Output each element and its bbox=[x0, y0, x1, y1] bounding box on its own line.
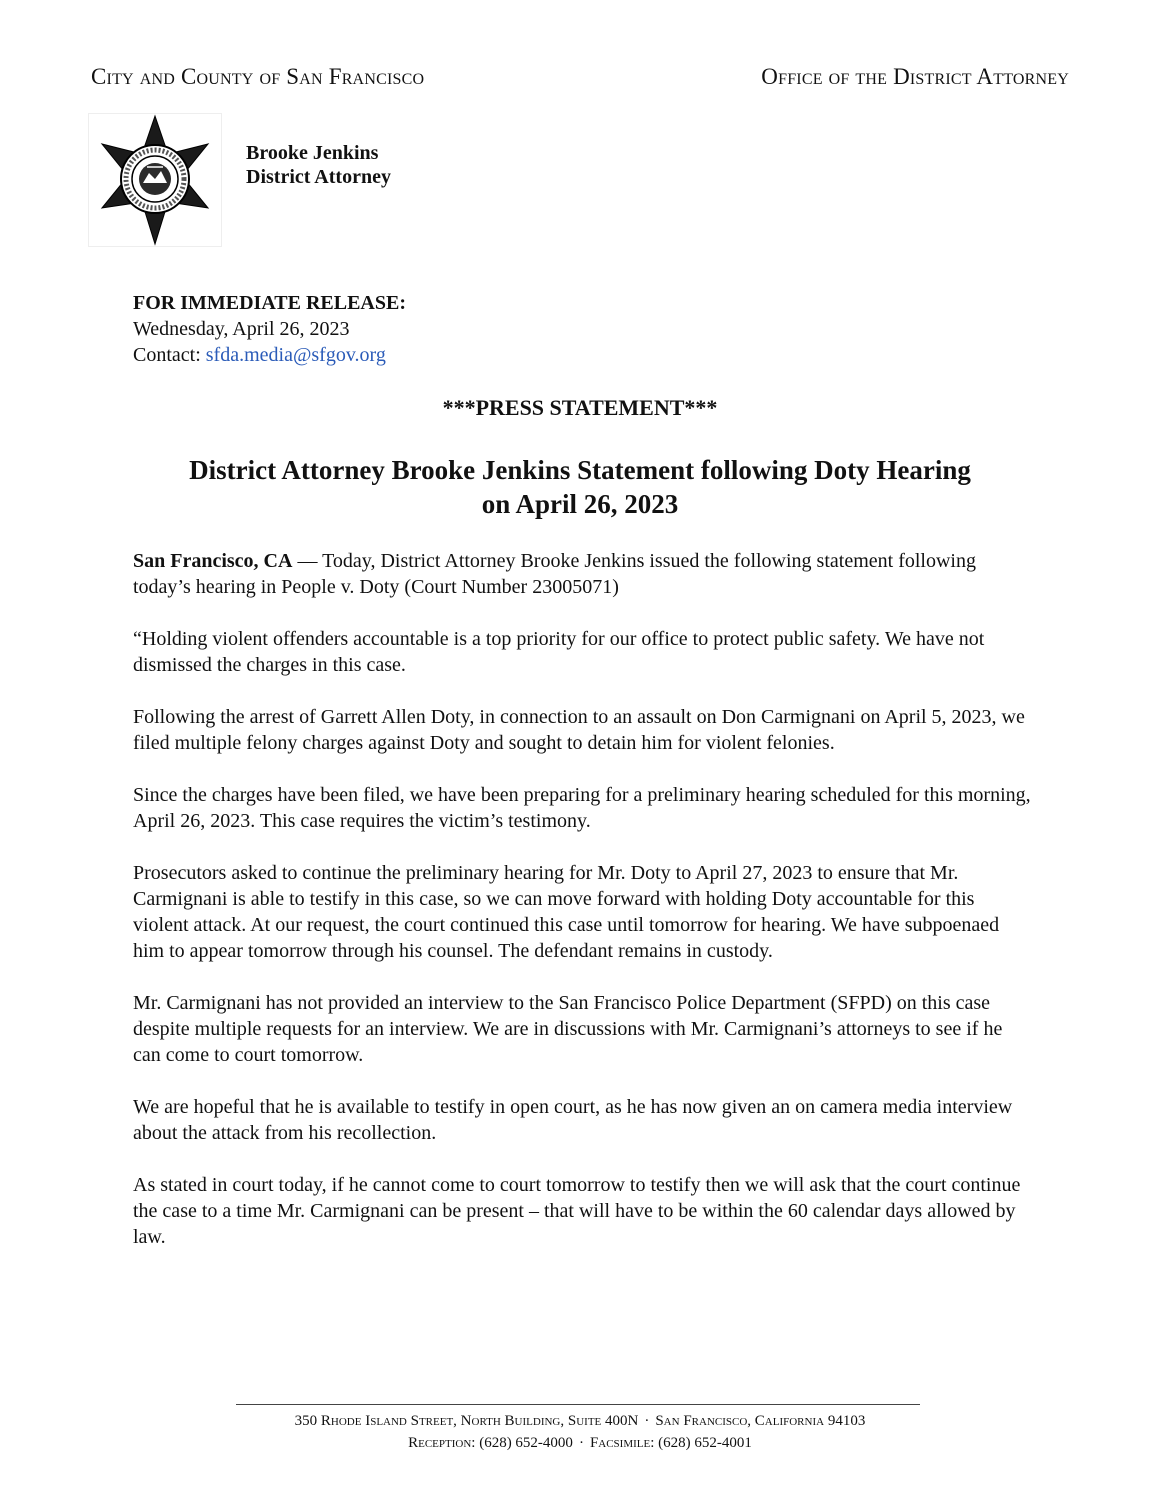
footer-separator: · bbox=[644, 1413, 650, 1429]
intro-text: — Today, District Attorney Brooke Jenkins issued the following statement following today’s hearing in People v. Doty (Court Number 23005071) bbox=[133, 550, 976, 598]
footer-street: 350 Rhode Island Street, North Building, Suite 400N bbox=[294, 1413, 639, 1429]
star-badge-icon bbox=[88, 113, 222, 247]
footer-separator: · bbox=[578, 1435, 584, 1451]
contact-label: Contact: bbox=[133, 344, 201, 366]
body-paragraph-3: Since the charges have been filed, we have been preparing for a preliminary hearing scheduled for this morning, April 26, 2023. This case requires the victim’s testimony. bbox=[133, 784, 1031, 832]
footer-phone-line bbox=[0, 1432, 1160, 1454]
footer-city: San Francisco, California 94103 bbox=[655, 1413, 866, 1429]
statement-title bbox=[100, 453, 1060, 521]
contact-line bbox=[133, 342, 406, 368]
press-statement-kicker: ***PRESS STATEMENT*** bbox=[442, 395, 718, 420]
official-name: Brooke Jenkins bbox=[246, 142, 379, 164]
footer-divider bbox=[236, 1404, 920, 1405]
statement-body bbox=[133, 548, 1033, 1276]
title-line-2: on April 26, 2023 bbox=[481, 489, 679, 519]
footer-facsimile: Facsimile: (628) 652-4001 bbox=[589, 1435, 752, 1451]
footer-address-line bbox=[0, 1410, 1160, 1432]
body-paragraph-4: Prosecutors asked to continue the preliminary hearing for Mr. Doty to April 27, 2023 to ensure that Mr. Carmignani is able to testify in this case, so we can move forward with holding Doty accountable for this violent attack. At our request, the court continued this case until tomorrow for hearing. We have subpoenaed him to appear tomorrow through his counsel. The defendant remains in custody. bbox=[133, 862, 1000, 962]
footer-address-block bbox=[0, 1410, 1160, 1454]
body-paragraph-6: We are hopeful that he is available to testify in open court, as he has now given an on camera media interview about the attack from his recollection. bbox=[133, 1096, 1013, 1144]
release-date: Wednesday, April 26, 2023 bbox=[133, 318, 350, 340]
official-title: District Attorney bbox=[246, 166, 391, 188]
footer-reception: Reception: (628) 652-4000 bbox=[408, 1435, 573, 1451]
title-line-1: District Attorney Brooke Jenkins Statement following Doty Hearing bbox=[189, 455, 971, 485]
dateline: San Francisco, CA bbox=[133, 550, 293, 572]
intro-paragraph bbox=[133, 548, 1033, 600]
contact-email-link[interactable]: sfda.media@sfgov.org bbox=[205, 344, 386, 366]
body-paragraph-1: “Holding violent offenders accountable is a top priority for our office to protect public safety. We have not dismissed the charges in this case. bbox=[133, 628, 985, 676]
official-block bbox=[246, 141, 391, 189]
body-paragraph-5: Mr. Carmignani has not provided an interview to the San Francisco Police Department (SFPD) on this case despite multiple requests for an interview. We are in discussions with Mr. Carmignani’s attorneys to see if he can come to court tomorrow. bbox=[133, 992, 1003, 1066]
header-city-county: City and County of San Francisco bbox=[91, 64, 425, 89]
header-da-office: Office of the District Attorney bbox=[761, 64, 1069, 89]
release-info bbox=[133, 290, 406, 368]
release-label: FOR IMMEDIATE RELEASE: bbox=[133, 292, 406, 314]
body-paragraph-2: Following the arrest of Garrett Allen Doty, in connection to an assault on Don Carmignani on April 5, 2023, we filed multiple felony charges against Doty and sought to detain him for violent felonies. bbox=[133, 706, 1025, 754]
body-paragraph-7: As stated in court today, if he cannot come to court tomorrow to testify then we will ask that the court continue the case to a time Mr. Carmignani can be present – that will have to be within the 60 calendar days allowed by law. bbox=[133, 1174, 1021, 1248]
